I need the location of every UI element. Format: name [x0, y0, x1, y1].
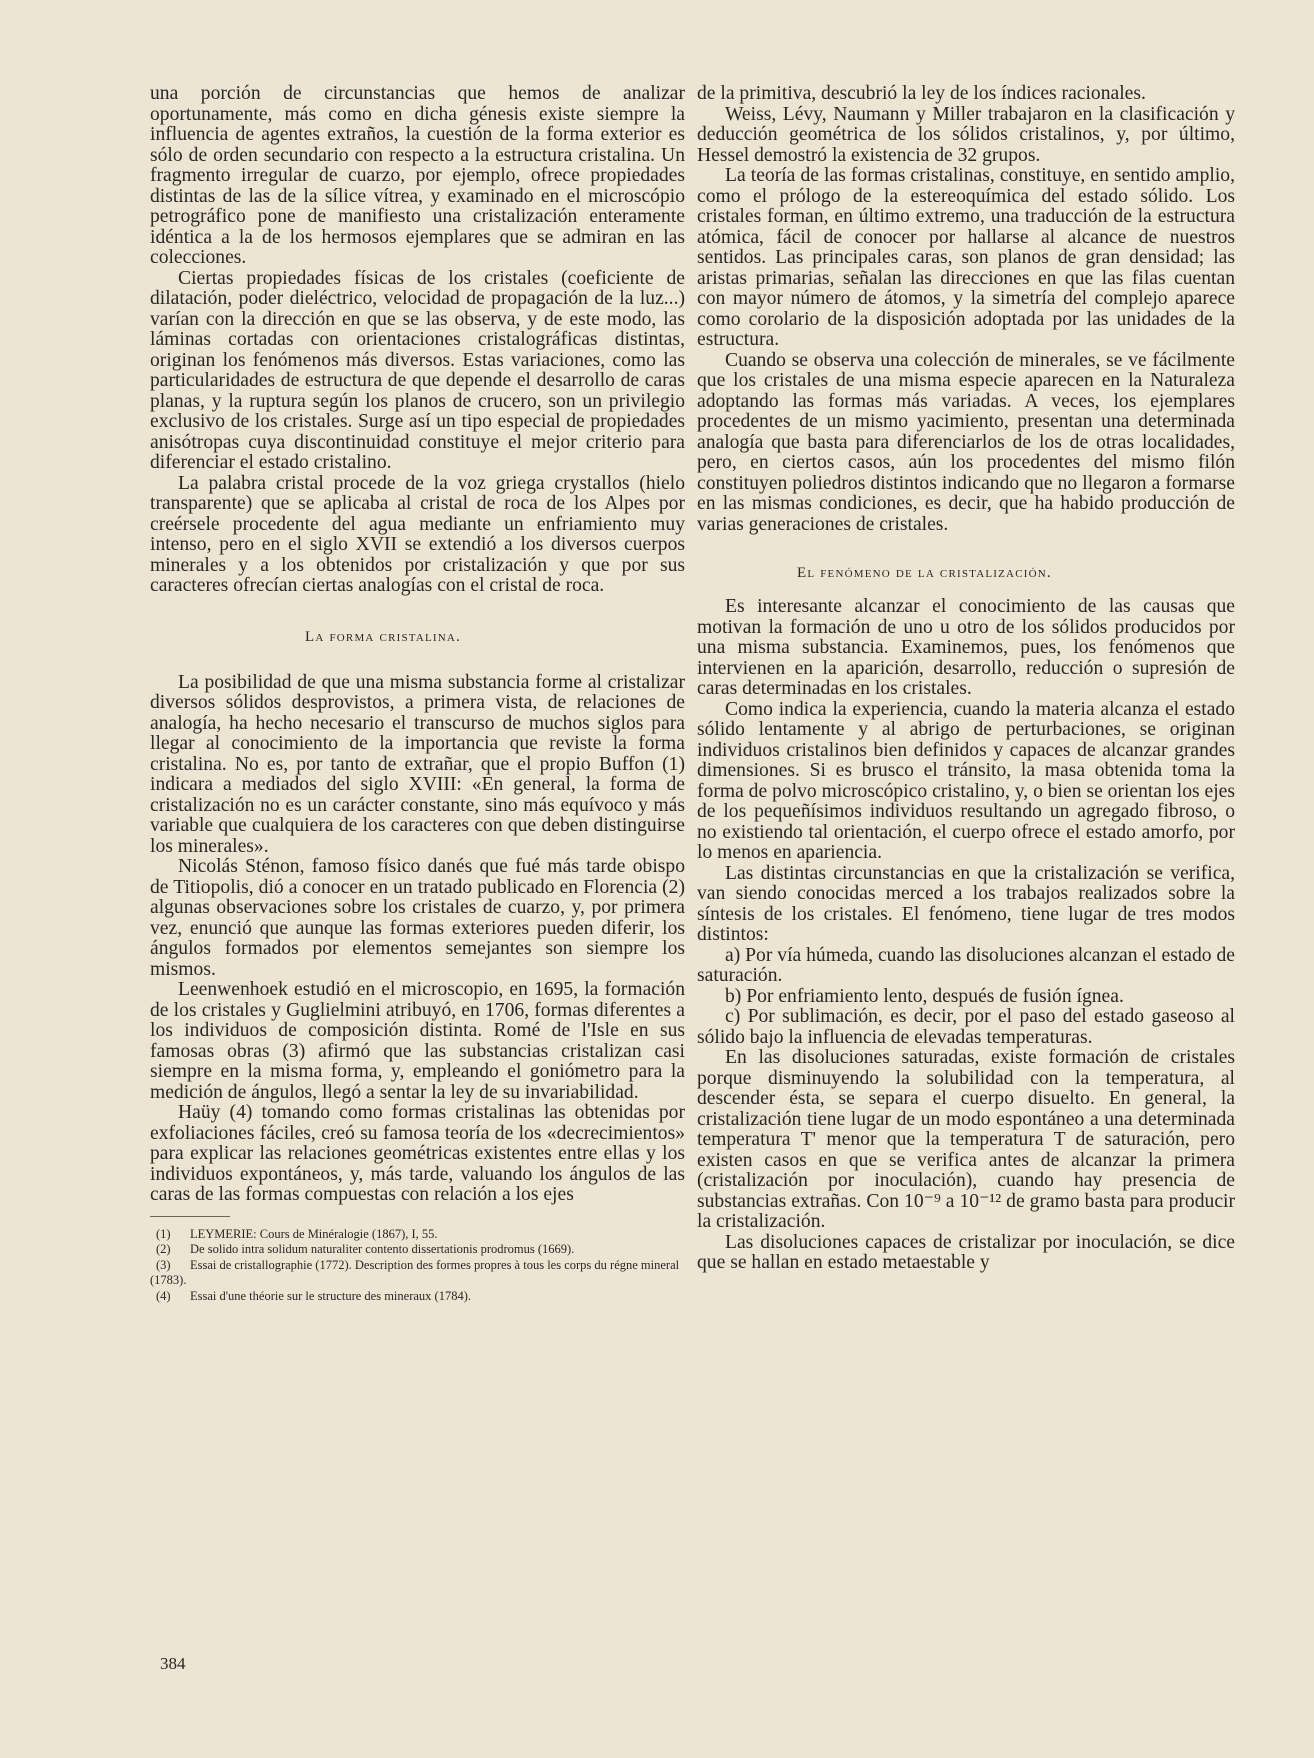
paragraph: La palabra cristal procede de la voz griega crystallos (hielo transparente) que se aplicaba al cristal de roca de los Alpes por creérsele procedente del agua mediante un enfriamiento muy intenso, pero en el siglo XVII se extendió a los diversos cuerpos minerales y a los obtenidos por cristalización y que por sus caracteres ofrecían ciertas analogías con el cristal de roca.	[150, 472, 685, 596]
paragraph: Es interesante alcanzar el conocimiento de las causas que motivan la formación de uno u otro de los sólidos producidos por una misma substancia. Examinemos, pues, los fenómenos que intervienen en la aparición, desarrollo, reducción o supresión de caras determinadas en los cristales.	[697, 596, 1235, 699]
paragraph: Las disoluciones capaces de cristalizar por inoculación, se dice que se hallan en estado metaestable y	[697, 1231, 1235, 1273]
footnote-divider	[150, 1216, 230, 1217]
paragraph: La teoría de las formas cristalinas, constituye, en sentido amplio, como el prólogo de la estereoquímica del estado sólido. Los cristales forman, en último extremo, una traducción de la estructura atómica, fácil de conocer por hallarse al alcance de nuestros sentidos. Las principales caras, son planos de gran densidad; las aristas primarias, señalan las direcciones en que las filas cuentan con mayor número de átomos, y la simetría del complejo aparece como corolario de la disposición adoptada por las unidades de la estructura.	[697, 165, 1235, 350]
footnote	[150, 1227, 685, 1243]
footnote-number: (1)	[156, 1226, 171, 1241]
footnote-number: (3)	[156, 1257, 171, 1272]
paragraph: de la primitiva, descubrió la ley de los índices racionales.	[697, 83, 1146, 104]
list-item: a) Por vía húmeda, cuando las disoluciones alcanzan el estado de saturación.	[697, 944, 1235, 986]
list-item: b) Por enfriamiento lento, después de fusión ígnea.	[725, 985, 1124, 1007]
footnote-text: Essai de cristallographie (1772). Description des formes propres à tous les corps du régne mineral (1783).	[150, 1257, 680, 1287]
footnote-text: LEYMERIE: Cours de Minéralogie (1867), I, 55.	[190, 1226, 438, 1241]
footnote-number: (4)	[156, 1288, 171, 1303]
paragraph: Leenwenhoek estudió en el microscopio, en 1695, la formación de los cristales y Guglielmini atribuyó, en 1706, formas diferentes a los individuos de composición distinta. Romé de l'Isle en sus famosas obras (3) afirmó que las substancias cristalizan casi siempre en la misma forma, y, empleando el goniómetro para la medición de ángulos, llegó a sentar la ley de su invariabilidad.	[150, 979, 685, 1103]
footnote	[150, 1258, 685, 1289]
right-column	[697, 84, 1235, 1274]
left-column	[150, 84, 685, 1304]
section-heading: La forma cristalina.	[305, 628, 461, 645]
paragraph: En las disoluciones saturadas, existe formación de cristales porque disminuyendo la solubilidad con la temperatura, al descender ésta, se separa el cuerpo disuelto. En general, la cristalización tiene lugar de un modo espontáneo a una determinada temperatura T' menor que la temperatura T de saturación, pero existen casos en que se verifica antes de alcanzar la primera (cristalización por inoculación), cuando hay presencia de substancias extrañas. Con 10⁻⁹ a 10⁻¹² de gramo basta para producir la cristalización.	[697, 1047, 1235, 1232]
footnote	[150, 1289, 685, 1305]
paragraph: La posibilidad de que una misma substancia forme al cristalizar diversos sólidos desprovistos, a primera vista, de relaciones de analogía, ha hecho necesario el transcurso de muchos siglos para llegar al conocimiento de la importancia que reviste la forma cristalina. No es, por tanto de extrañar, que el propio Buffon (1) indicara a mediados del siglo XVIII: «En general, la forma de cristalización no es un carácter constante, sino más equívoco y más variable que cualquiera de los caracteres con que deben distinguirse los minerales».	[150, 671, 685, 857]
paragraph: Como indica la experiencia, cuando la materia alcanza el estado sólido lentamente y al abrigo de perturbaciones, se originan individuos cristalinos bien definidos y capaces de alcanzar grandes dimensiones. Si es brusco el tránsito, la masa obtenida toma la forma de polvo microscópico cristalino, y, o bien se orientan los ejes de los pequeñísimos individuos resultando un agregado fibroso, o no existiendo tal orientación, el cuerpo ofrece el estado amorfo, por lo menos en apariencia.	[697, 698, 1235, 863]
paragraph: Ciertas propiedades físicas de los cristales (coeficiente de dilatación, poder dieléctrico, velocidad de propagación de la luz...) varían con la dirección en que se las observa, y de este modo, las láminas cortadas con orientaciones cristalográficas distintas, originan los fenómenos más diversos. Estas variaciones, como las particularidades de estructura de que depende el desarrollo de caras planas, y la ruptura según los planos de crucero, son un privilegio exclusivo de los cristales. Surge así un tipo especial de propiedades anisótropas cuya discontinuidad constituye el mejor criterio para diferenciar el estado cristalino.	[150, 267, 685, 473]
page-number: 384	[160, 1654, 186, 1673]
footnote	[150, 1242, 685, 1258]
footnotes	[150, 1227, 685, 1305]
paragraph: Cuando se observa una colección de minerales, se ve fácilmente que los cristales de una misma especie aparecen en la Naturaleza adoptando las formas más variadas. A veces, los ejemplares procedentes de un mismo yacimiento, presentan una determinada analogía que basta para diferenciarlos de los de otras localidades, pero, en ciertos casos, aún los procedentes del mismo filón constituyen poliedros distintos indicando que no llegaron a formarse en las mismas condiciones, es decir, que ha habido producción de varias generaciones de cristales.	[697, 349, 1235, 535]
paragraph: Las distintas circunstancias en que la cristalización se verifica, van siendo conocidas merced a los trabajos realizados sobre la síntesis de los cristales. El fenómeno, tiene lugar de tres modos distintos:	[697, 862, 1235, 945]
paragraph: Weiss, Lévy, Naumann y Miller trabajaron en la clasificación y deducción geométrica de los sólidos cristalinos, y, por último, Hessel demostró la existencia de 32 grupos.	[697, 103, 1235, 166]
paragraph: una porción de circunstancias que hemos de analizar oportunamente, más como en dicha génesis existe siempre la influencia de agentes extraños, la cuestión de la forma exterior es sólo de orden secundario con respecto a la estructura cristalina. Un fragmento irregular de cuarzo, por ejemplo, ofrece propiedades distintas de las de la sílice vítrea, y examinado en el microscópio petrográfico pone de manifiesto una cristalización enteramente idéntica a la de los hermosos ejemplares que se admiran en las colecciones.	[150, 83, 685, 268]
paragraph: Haüy (4) tomando como formas cristalinas las obtenidas por exfoliaciones fáciles, creó su famosa teoría de los «decrecimientos» para explicar las relaciones geométricas existentes entre ellas y los individuos expontáneos, y, más tarde, valuando los ángulos de las caras de las formas compuestas con relación a los ejes	[150, 1102, 685, 1205]
footnote-text: De solido intra solidum naturaliter contento dissertationis prodromus (1669).	[190, 1242, 575, 1256]
footnote-number: (2)	[156, 1242, 171, 1256]
footnote-text: Essai d'une théorie sur le structure des mineraux (1784).	[190, 1288, 471, 1303]
list-item: c) Por sublimación, es decir, por el paso del estado gaseoso al sólido bajo la influencia de elevadas temperaturas.	[697, 1006, 1235, 1048]
paragraph: Nicolás Sténon, famoso físico danés que fué más tarde obispo de Titiopolis, dió a conocer en un tratado publicado en Florencia (2) algunas observaciones sobre los cristales de cuarzo, y, por primera vez, enunció que aunque las formas exteriores pueden diferir, los ángulos formados por elementos semejantes son siempre los mismos.	[150, 856, 685, 980]
section-heading: El fenómeno de la cristalización.	[797, 565, 1052, 581]
